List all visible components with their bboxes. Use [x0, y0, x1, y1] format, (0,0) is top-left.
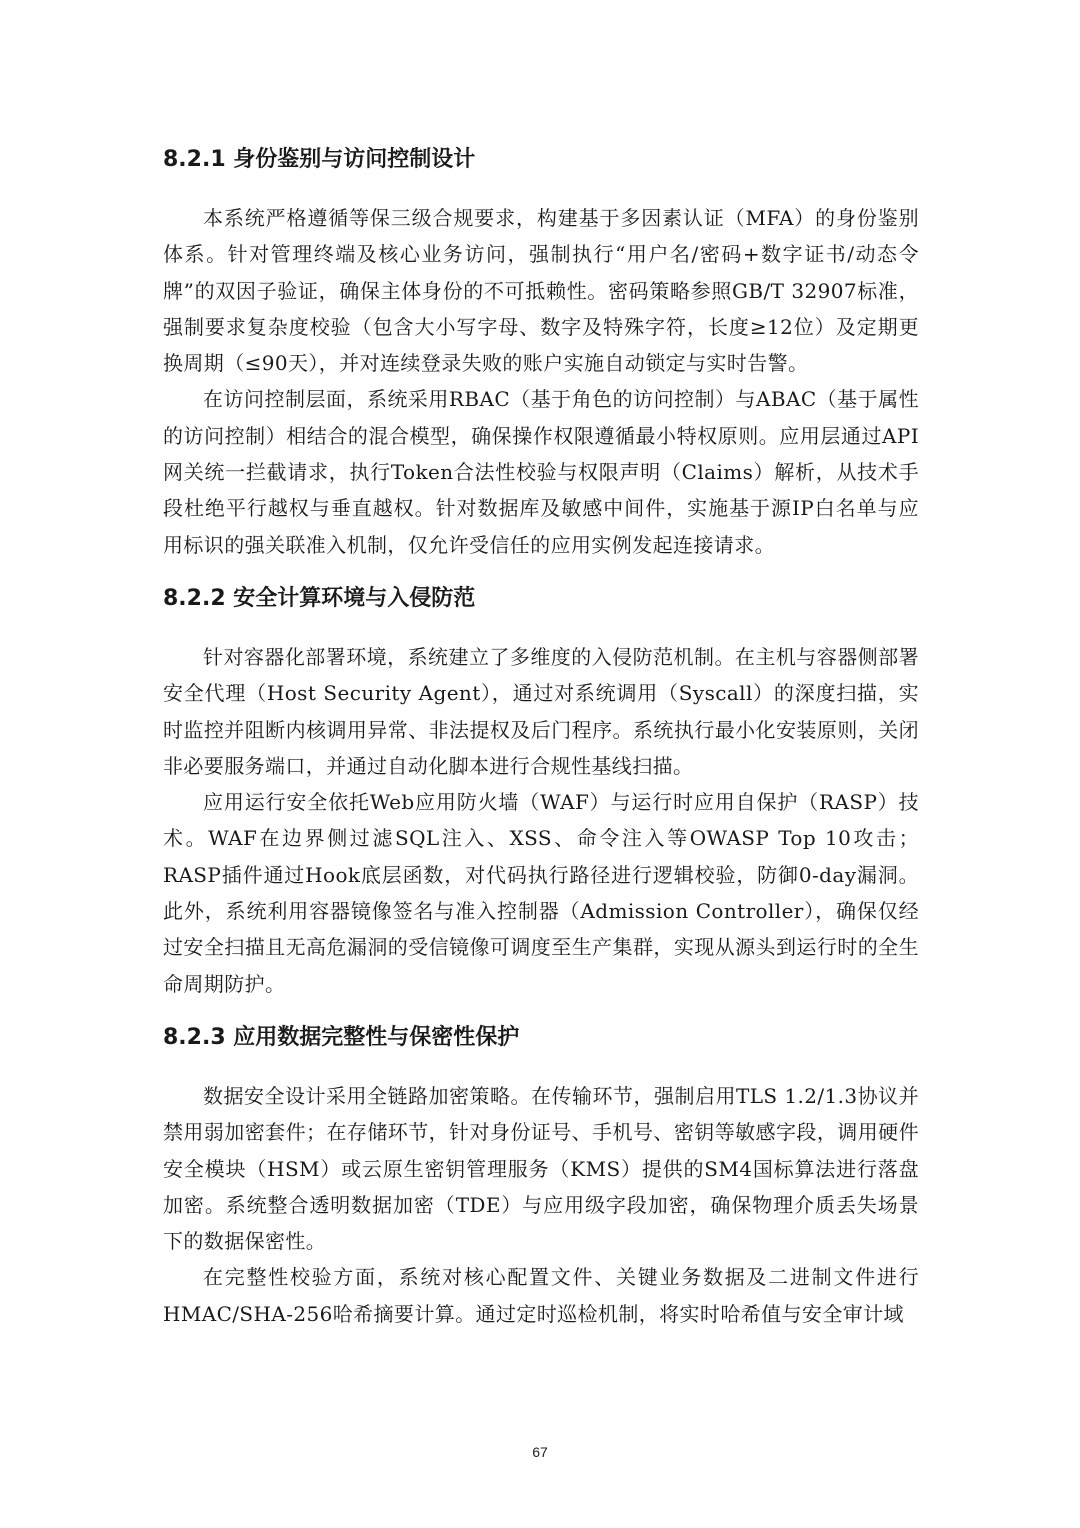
section-heading-8-2-2: 8.2.2 安全计算环境与入侵防范 — [163, 585, 476, 611]
body-paragraph: 本系统严格遵循等保三级合规要求，构建基于多因素认证（MFA）的身份鉴别体系。针对管理终端及核心业务访问，强制执行“用户名/密码+数字证书/动态令牌”的双因子验证，确保主体身份的不可抵赖性。密码策略参照GB/T 32907标准，强制要求复杂度校验（包含大小写字母、数字及特殊字符，长度≥12位）及定期更换周期（≤90天），并对连续登录失败的账户实施自动锁定与实时告警。 — [163, 206, 919, 376]
section-heading-8-2-1: 8.2.1 身份鉴别与访问控制设计 — [163, 147, 476, 172]
page-content — [163, 138, 919, 1332]
body-paragraph: 应用运行安全依托Web应用防火墙（WAF）与运行时应用自保护（RASP）技术。WAF在边界侧过滤SQL注入、XSS、命令注入等OWASP Top 10攻击；RASP插件通过Hook底层函数，对代码执行路径进行逻辑校验，防御0-day漏洞。此外，系统利用容器镜像签名与准入控制器（Admission Controller），确保仅经过安全扫描且无高危漏洞的受信镜像可调度至生产集群，实现从源头到运行时的全生命周期防护。 — [163, 790, 919, 996]
body-paragraph: 在访问控制层面，系统采用RBAC（基于角色的访问控制）与ABAC（基于属性的访问控制）相结合的混合模型，确保操作权限遵循最小特权原则。应用层通过API网关统一拦截请求，执行Token合法性校验与权限声明（Claims）解析，从技术手段杜绝平行越权与垂直越权。针对数据库及敏感中间件，实施基于源IP白名单与应用标识的强关联准入机制，仅允许受信任的应用实例发起连接请求。 — [163, 387, 919, 557]
body-paragraph: 针对容器化部署环境，系统建立了多维度的入侵防范机制。在主机与容器侧部署安全代理（Host Security Agent），通过对系统调用（Syscall）的深度扫描，实时监控并阻断内核调用异常、非法提权及后门程序。系统执行最小化安装原则，关闭非必要服务端口，并通过自动化脚本进行合规性基线扫描。 — [163, 644, 919, 778]
section-heading-8-2-3: 8.2.3 应用数据完整性与保密性保护 — [163, 1024, 520, 1050]
body-paragraph: 数据安全设计采用全链路加密策略。在传输环节，强制启用TLS 1.2/1.3协议并禁用弱加密套件；在存储环节，针对身份证号、手机号、密钥等敏感字段，调用硬件安全模块（HSM）或云原生密钥管理服务（KMS）提供的SM4国标算法进行落盘加密。系统整合透明数据加密（TDE）与应用级字段加密，确保物理介质丢失场景下的数据保密性。 — [163, 1083, 919, 1254]
page-number: 67 — [532, 1444, 548, 1460]
body-paragraph: 在完整性校验方面，系统对核心配置文件、关键业务数据及二进制文件进行HMAC/SHA-256哈希摘要计算。通过定时巡检机制，将实时哈希值与安全审计域 — [163, 1265, 919, 1326]
